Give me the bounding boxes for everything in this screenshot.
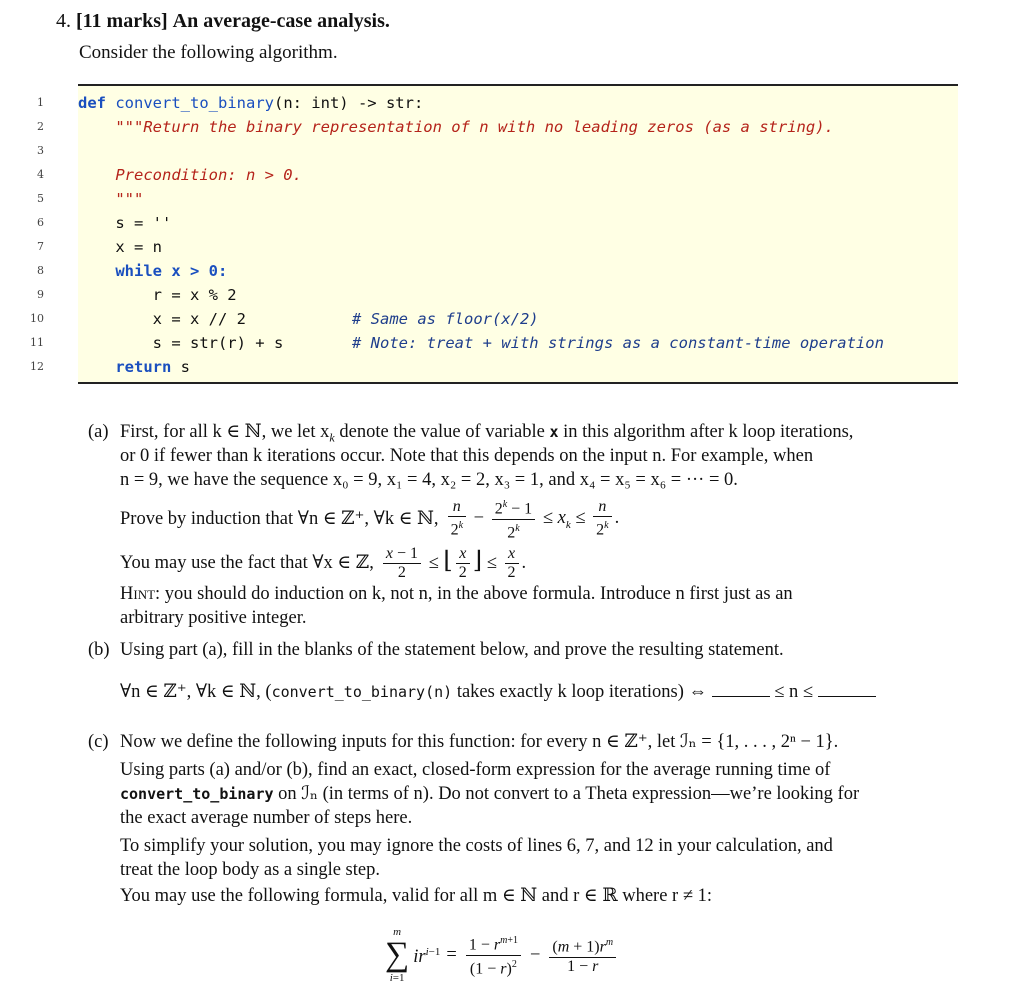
line-number: 1 (37, 96, 44, 109)
part-c-line7: You may use the following formula, valid for all m ∈ ℕ and r ∈ ℝ where r ≠ 1: (120, 886, 713, 906)
statement-suffix: takes exactly k loop iterations) ⇔ (452, 682, 708, 702)
code-line-11: s = str(r) + s (152, 334, 284, 352)
statement-prefix: ∀n ∈ ℤ⁺, ∀k ∈ ℕ, ( (120, 682, 272, 702)
line-number: 4 (37, 168, 44, 181)
docstring-end: """ (115, 190, 144, 208)
docstring-line: """Return the binary representation of n with no leading zeros (as a string). (115, 118, 834, 136)
code-line-12: s (171, 358, 190, 376)
part-c-line4: the exact average number of steps here. (120, 808, 413, 828)
blank-upper[interactable] (818, 682, 876, 697)
part-a-prove (120, 498, 619, 540)
part-a-text1: First, for all k ∈ ℕ, we let x (120, 422, 330, 442)
hint-text: you should do induction on k, not n, in the above formula. Introduce n first just as an (160, 584, 793, 604)
part-a-label: (a) (88, 422, 109, 442)
part-a-line3: n = 9, we have the sequence x₀ = 9, x₁ = 4, x₂ = 2, x₃ = 1, and x₄ = x₅ = x₆ = ··· = 0. (120, 470, 738, 490)
question-number: 4. (56, 10, 71, 32)
question-heading (56, 10, 390, 33)
part-c-label: (c) (88, 732, 109, 752)
fact-formula: $\frac{x - 1}{2}$ ≤ ⌊ $\frac{x}{2}$ ⌋ ≤ $\frac{x}{2}$ . (380, 545, 526, 582)
part-a-line1: First, for all k ∈ ℕ, we let $x_k$ denote the value of variable x in this algorithm after k loop iterations, (120, 422, 854, 445)
part-a-hint (120, 582, 960, 606)
part-c-line5: To simplify your solution, you may ignore the costs of lines 6, 7, and 12 in your calculation, and (120, 836, 833, 856)
statement-middle: ≤ n ≤ (774, 682, 814, 702)
part-b-statement (120, 680, 960, 704)
code-line-6: s = '' (115, 214, 172, 232)
line-number: 3 (37, 144, 44, 157)
line-number: 2 (37, 120, 44, 133)
fact-text: You may use the fact that ∀x ∈ ℤ, (120, 553, 374, 573)
question-title: An average-case analysis. (172, 10, 390, 32)
variable-x: x (549, 423, 559, 441)
function-ref: convert_to_binary (120, 785, 274, 803)
line-number: 12 (30, 360, 44, 373)
part-c-line3 (120, 782, 960, 806)
intro-text: Consider the following algorithm. (79, 42, 338, 63)
code-comment-10: # Same as floor(x/2) (352, 310, 539, 328)
prove-text: Prove by induction that ∀n ∈ ℤ⁺, ∀k ∈ ℕ, (120, 509, 439, 529)
code-block (30, 84, 958, 384)
hint-label: Hint: (120, 584, 161, 604)
code-line-8: while x > 0: (115, 262, 228, 280)
line-number: 7 (37, 240, 44, 253)
sum-formula: m ∑ i=1 $ir^{i-1}$ = $\frac{1 - r^{m+1}}{(1 - r)^2}$ − $\frac{(m + 1)r^m}{1 - r}$ (385, 922, 619, 988)
prove-formula: $\frac{n}{2^k}$ − $\frac{2^k - 1}{2^k}$ ≤ $x_k$ ≤ $\frac{n}{2^k}$ . (445, 496, 620, 542)
part-c-line3-rest: on ℐₙ (in terms of n). Do not convert to a Theta expression—we’re looking for (273, 784, 860, 804)
part-a-text1c: in this algorithm after k loop iterations, (558, 422, 854, 442)
code-line-7: x = n (115, 238, 162, 256)
line-number: 6 (37, 216, 44, 229)
part-b-label: (b) (88, 640, 110, 660)
code-comment-11: # Note: treat + with strings as a constant-time operation (352, 334, 884, 352)
blank-lower[interactable] (712, 682, 770, 697)
return-keyword: return (115, 358, 172, 376)
part-a-hint-2: arbitrary positive integer. (120, 608, 307, 628)
code-line-9: r = x % 2 (152, 286, 237, 304)
part-c-line2: Using parts (a) and/or (b), find an exact, closed-form expression for the average running time of (120, 760, 831, 780)
line-number: 9 (37, 288, 44, 301)
part-b-text: Using part (a), fill in the blanks of the statement below, and prove the resulting statement. (120, 640, 784, 660)
line-number: 8 (37, 264, 44, 277)
statement-code: convert_to_binary(n) (271, 683, 453, 701)
question-marks: [11 marks] (76, 10, 168, 32)
part-c-line1: Now we define the following inputs for this function: for every n ∈ ℤ⁺, let ℐₙ = {1, . . . , 2ⁿ − 1}. (120, 732, 839, 752)
part-a-text1b: denote the value of variable (334, 422, 550, 442)
def-keyword: def (78, 94, 106, 112)
docstring-precondition: Precondition: n > 0. (115, 166, 302, 184)
part-a-line2: or 0 if fewer than k iterations occur. Note that this depends on the input n. For example, when (120, 446, 814, 466)
part-c-line6: treat the loop body as a single step. (120, 860, 380, 880)
function-signature: (n: int) -> str: (273, 94, 424, 112)
line-number: 5 (37, 192, 44, 205)
function-name: convert_to_binary (115, 94, 274, 112)
line-number: 11 (30, 336, 44, 349)
line-number: 10 (30, 312, 44, 325)
part-a-fact (120, 542, 526, 584)
code-line-10: x = x // 2 (152, 310, 246, 328)
